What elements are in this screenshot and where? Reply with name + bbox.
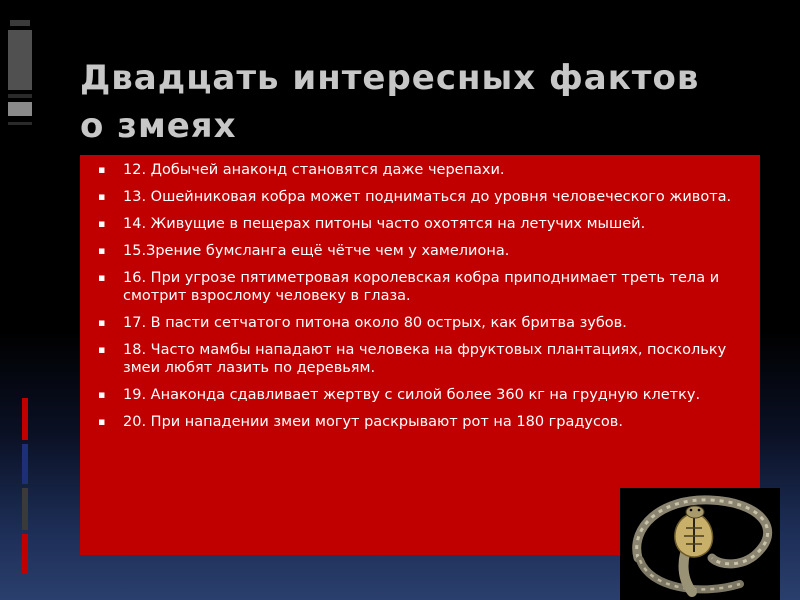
fact-text: 13. Ошейниковая кобра может подниматься до уровня человеческого живота.: [123, 189, 732, 205]
slide-title: [80, 54, 760, 150]
fact-item: [98, 413, 742, 431]
bullet-icon: ▪: [98, 271, 106, 284]
slide-title-line1: Двадцать интересных фактов: [80, 58, 700, 98]
bullet-icon: ▪: [98, 244, 106, 257]
fact-text: 18. Часто мамбы нападают на человека на фруктовых плантациях, поскольку змеи любят лазить по деревьям.: [123, 342, 727, 376]
fact-text: 15.Зрение бумсланга ещё чётче чем у хамелиона.: [123, 243, 510, 259]
strip-block: [22, 488, 28, 530]
fact-item: [98, 215, 742, 233]
strip-block: [8, 102, 32, 116]
bullet-icon: ▪: [98, 217, 106, 230]
slide-title-line2: о змеях: [80, 106, 237, 146]
fact-item: [98, 386, 742, 404]
fact-item: [98, 161, 742, 179]
fact-item: [98, 188, 742, 206]
bullet-icon: ▪: [98, 388, 106, 401]
left-decorative-strip: [0, 0, 40, 600]
fact-text: 12. Добычей анаконд становятся даже черепахи.: [123, 162, 505, 178]
fact-item: [98, 314, 742, 332]
bullet-icon: ▪: [98, 343, 106, 356]
fact-item: [98, 242, 742, 260]
fact-text: 17. В пасти сетчатого питона около 80 острых, как бритва зубов.: [123, 315, 627, 331]
fact-text: 19. Анаконда сдавливает жертву с силой более 360 кг на грудную клетку.: [123, 387, 701, 403]
bullet-icon: ▪: [98, 415, 106, 428]
bullet-icon: ▪: [98, 190, 106, 203]
cobra-image: [620, 488, 780, 600]
fact-text: 16. При угрозе пятиметровая королевская кобра приподнимает треть тела и смотрит взрослому человеку в глаза.: [123, 270, 720, 304]
strip-block: [8, 94, 32, 98]
strip-block: [22, 398, 28, 440]
fact-item: [98, 341, 742, 377]
fact-item: [98, 269, 742, 305]
strip-block: [8, 122, 32, 125]
strip-block: [8, 30, 32, 90]
strip-block: [22, 444, 28, 484]
strip-block: [10, 20, 30, 26]
bullet-icon: ▪: [98, 316, 106, 329]
strip-block: [22, 534, 28, 574]
fact-text: 20. При нападении змеи могут раскрывают рот на 180 градусов.: [123, 414, 623, 430]
fact-text: 14. Живущие в пещерах питоны часто охотятся на летучих мышей.: [123, 216, 646, 232]
bullet-icon: ▪: [98, 163, 106, 176]
